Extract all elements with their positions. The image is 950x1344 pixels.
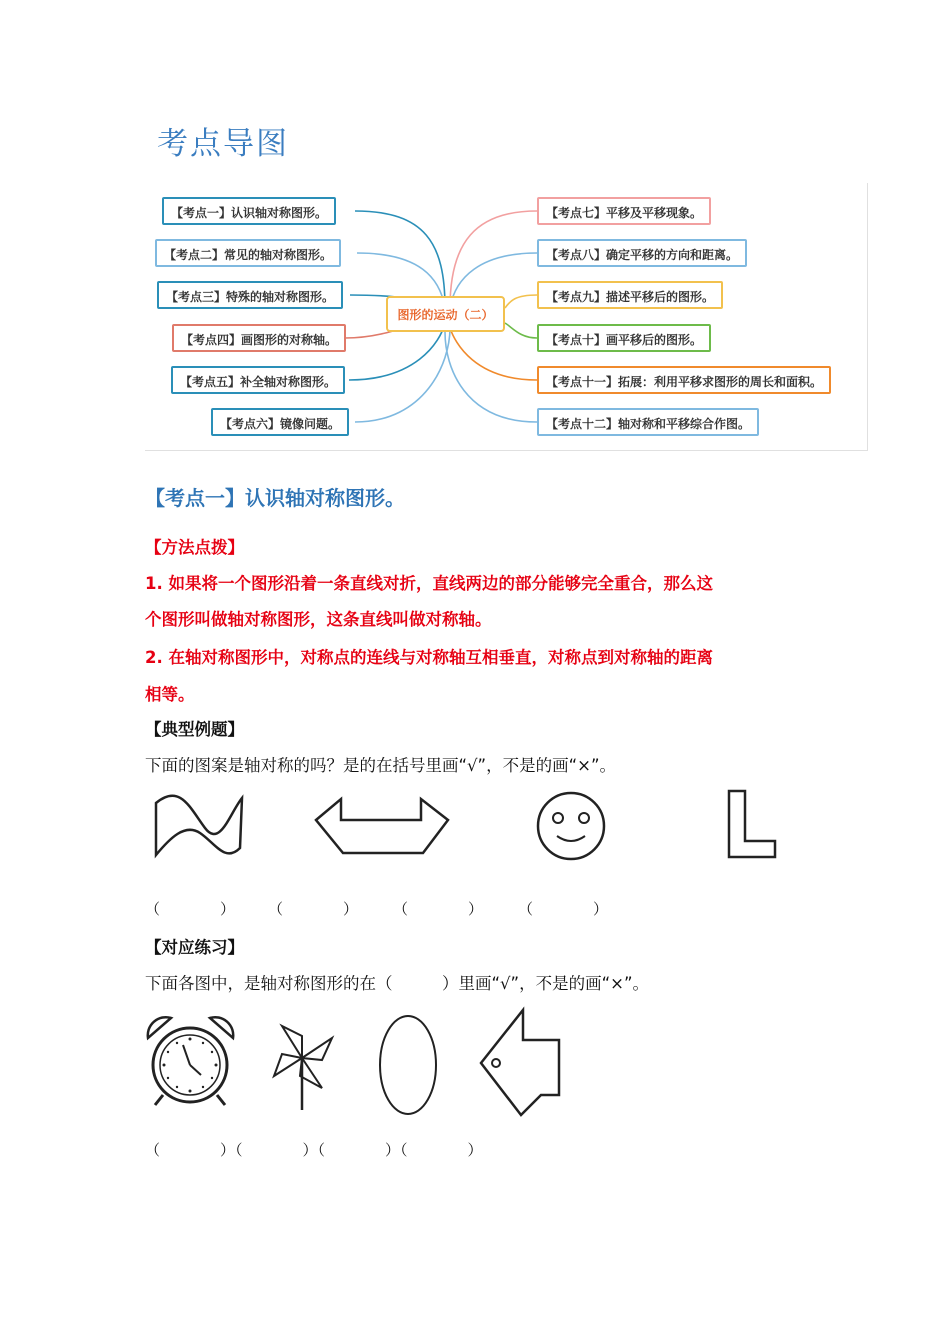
hexagon-notch-figure — [313, 795, 453, 857]
letter-l-figure — [725, 788, 780, 860]
method-line-1: 1. 如果将一个图形沿着一条直线对折，直线两边的部分能够完全重合，那么这 — [145, 574, 713, 593]
mindmap-left-item-3: 【考点三】特殊的轴对称图形。 — [157, 281, 343, 309]
example-answer-1[interactable]: （ ） — [145, 900, 236, 918]
smiley-face-figure — [535, 790, 607, 862]
mindmap-left-item-1: 【考点一】认识轴对称图形。 — [162, 197, 336, 225]
mindmap-right-item-9: 【考点九】描述平移后的图形。 — [537, 281, 723, 309]
mindmap-left-item-2: 【考点二】常见的轴对称图形。 — [155, 239, 341, 267]
example-answer-2[interactable]: （ ） — [268, 900, 359, 918]
arrow-fish-figure — [473, 1005, 565, 1120]
alarm-clock-figure — [143, 1013, 238, 1108]
practice-question: 下面各图中，是轴对称图形的在（ ）里画“√”，不是的画“×”。 — [145, 974, 650, 993]
section-title: 【考点一】认识轴对称图形。 — [145, 486, 405, 510]
mindmap-right-item-7: 【考点七】平移及平移现象。 — [537, 197, 711, 225]
example-heading: 【典型例题】 — [145, 720, 244, 739]
mindmap-left-item-6: 【考点六】镜像问题。 — [211, 408, 349, 436]
mindmap-right-item-8: 【考点八】确定平移的方向和距离。 — [537, 239, 747, 267]
method-line-3: 2. 在轴对称图形中，对称点的连线与对称轴互相垂直，对称点到对称轴的距离 — [145, 648, 713, 667]
practice-answers[interactable]: （ ）（ ）（ ）（ ） — [145, 1141, 483, 1159]
mindmap-right-item-12: 【考点十二】轴对称和平移综合作图。 — [537, 408, 759, 436]
mindmap-left-item-5: 【考点五】补全轴对称图形。 — [171, 366, 345, 394]
pinwheel-figure — [270, 1018, 340, 1113]
method-line-2: 个图形叫做轴对称图形，这条直线叫做对称轴。 — [145, 610, 492, 629]
mind-map — [145, 183, 868, 451]
example-answer-3[interactable]: （ ） — [393, 900, 484, 918]
oval-figure — [377, 1013, 439, 1117]
mindmap-right-item-11: 【考点十一】拓展：利用平移求图形的周长和面积。 — [537, 366, 831, 394]
example-answer-4[interactable]: （ ） — [518, 900, 609, 918]
page-title: 考点导图 — [157, 126, 289, 162]
practice-heading: 【对应练习】 — [145, 938, 244, 957]
wave-shape-figure — [150, 788, 250, 860]
example-question: 下面的图案是轴对称的吗？是的在括号里画“√”，不是的画“×”。 — [145, 756, 617, 775]
method-line-4: 相等。 — [145, 685, 195, 704]
mindmap-right-item-10: 【考点十】画平移后的图形。 — [537, 324, 711, 352]
method-heading: 【方法点拨】 — [145, 538, 244, 557]
mind-map-center: 图形的运动（二） — [386, 296, 505, 332]
mindmap-left-item-4: 【考点四】画图形的对称轴。 — [172, 324, 346, 352]
